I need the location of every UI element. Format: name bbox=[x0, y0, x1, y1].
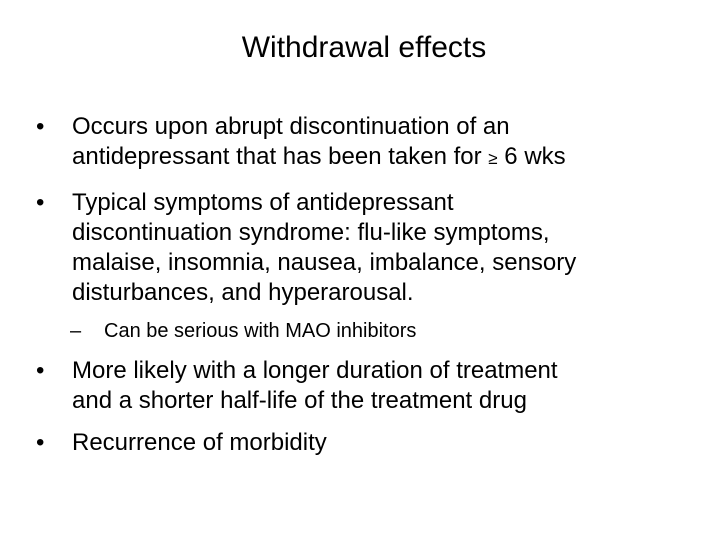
bullet-line: Typical symptoms of antidepressant bbox=[72, 189, 454, 216]
bullet-item-withdrawal-onset bbox=[36, 112, 696, 174]
bullet-line: 6 wks bbox=[497, 143, 566, 170]
greater-equal-symbol: ≥ bbox=[488, 149, 498, 168]
bullet-item-typical-symptoms bbox=[36, 188, 696, 308]
bullet-item-recurrence bbox=[36, 428, 696, 458]
sub-bullet-item-mao bbox=[36, 318, 696, 344]
bullet-item-duration bbox=[36, 356, 696, 416]
bullet-marker: • bbox=[36, 189, 45, 216]
bullet-line: Recurrence of morbidity bbox=[72, 429, 327, 456]
bullet-line: and a shorter half-life of the treatment drug bbox=[72, 387, 527, 414]
slide-title: Withdrawal effects bbox=[241, 31, 487, 64]
bullet-line: antidepressant that has been taken for bbox=[72, 143, 489, 170]
bullet-line: malaise, insomnia, nausea, imbalance, sensory bbox=[72, 249, 577, 276]
bullet-line: discontinuation syndrome: flu-like symptoms, bbox=[72, 219, 550, 246]
bullet-line: disturbances, and hyperarousal. bbox=[72, 279, 414, 306]
bullet-marker: • bbox=[36, 357, 45, 384]
sub-bullet-text: Can be serious with MAO inhibitors bbox=[104, 320, 417, 342]
bullet-marker: • bbox=[36, 113, 45, 140]
bullet-marker: • bbox=[36, 429, 45, 456]
bullet-line: More likely with a longer duration of treatment bbox=[72, 357, 558, 384]
bullet-line: Occurs upon abrupt discontinuation of an bbox=[72, 113, 510, 140]
bullet-list bbox=[36, 112, 696, 458]
sub-bullet-marker: – bbox=[70, 320, 82, 342]
